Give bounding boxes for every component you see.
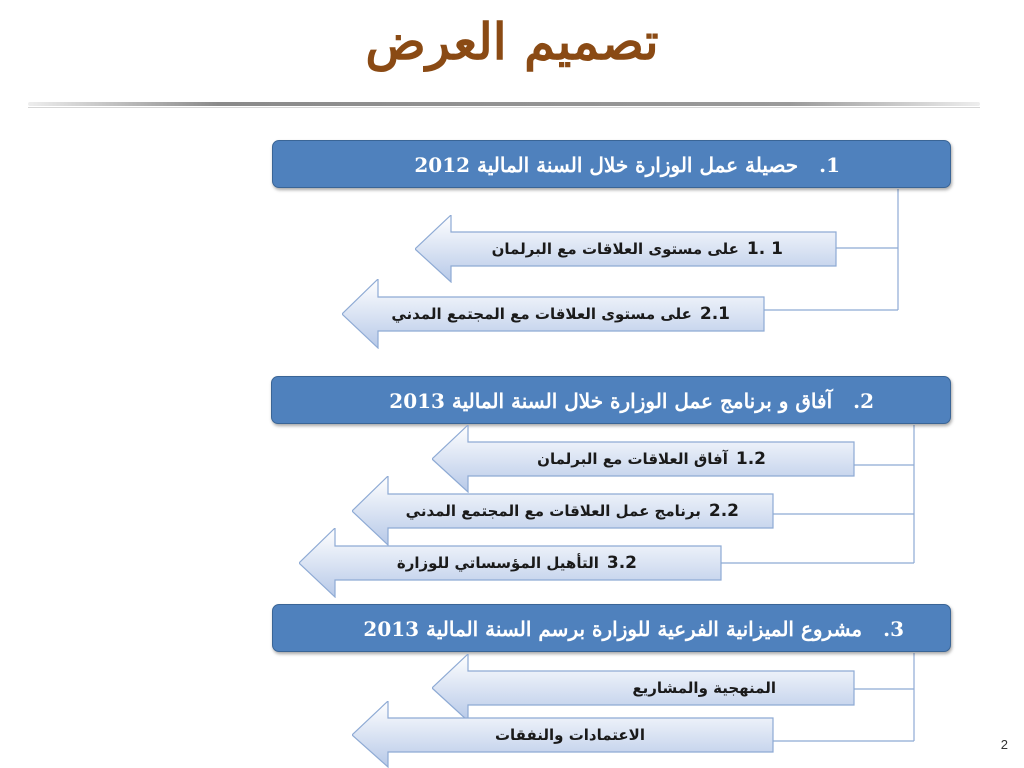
section-1-item-1[interactable]: [415, 215, 838, 283]
item-label: التأهيل المؤسساتي للوزارة: [396, 554, 599, 572]
section-2-number: 2.: [853, 389, 874, 413]
section-3-number: 3.: [883, 617, 904, 641]
item-number: 1 .1: [746, 239, 783, 259]
section-1-item-2[interactable]: [342, 279, 766, 349]
page-number: 2: [1000, 737, 1008, 752]
item-label: برنامج عمل العلاقات مع المجتمع المدني: [405, 502, 701, 520]
section-1-header[interactable]: [272, 140, 951, 188]
section-1-heading: حصيلة عمل الوزارة خلال السنة المالية 2012: [414, 153, 799, 177]
item-number: 2.1: [699, 304, 730, 324]
item-label: الاعتمادات والنفقات: [494, 725, 645, 744]
slide-title: تصميم العرض: [365, 12, 659, 71]
item-number: 3.2: [606, 553, 637, 573]
item-label: على مستوى العلاقات مع المجتمع المدني: [391, 305, 692, 323]
section-2-item-3[interactable]: [299, 528, 723, 598]
item-number: 2.2: [708, 501, 739, 521]
item-number: 1.2: [735, 449, 766, 469]
section-2-header[interactable]: [271, 376, 951, 424]
section-3-header[interactable]: [272, 604, 951, 652]
item-label: على مستوى العلاقات مع البرلمان: [491, 240, 739, 258]
section-3-heading: مشروع الميزانية الفرعية للوزارة برسم السنة المالية 2013: [363, 617, 863, 641]
section-3-item-2[interactable]: [352, 701, 775, 768]
item-label: آفاق العلاقات مع البرلمان: [537, 450, 728, 468]
section-2-heading: آفاق و برنامج عمل الوزارة خلال السنة المالية 2013: [389, 389, 833, 413]
section-1-number: 1.: [819, 153, 840, 177]
item-label: المنهجية والمشاريع: [632, 679, 776, 697]
